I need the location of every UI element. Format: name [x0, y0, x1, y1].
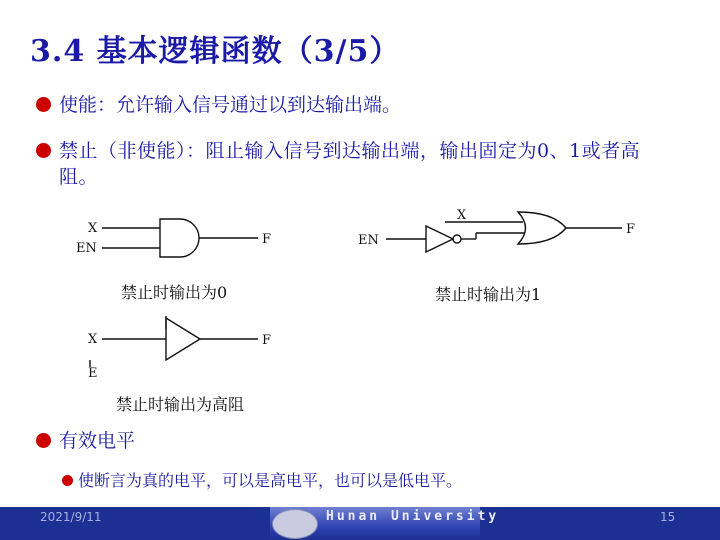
and-input-en-label: EN — [76, 241, 97, 256]
footer-date: 2021/9/11 — [40, 510, 102, 524]
page-number: 15 — [660, 510, 676, 524]
and-gate-diagram — [76, 219, 271, 257]
and-gate-caption: 禁止时输出为0 — [121, 283, 228, 302]
tristate-buffer-diagram — [88, 316, 271, 381]
and-output-label: F — [262, 232, 272, 247]
or-gate-shape — [518, 212, 566, 244]
sub-bullet-effective-level — [62, 470, 462, 492]
tristate-input-x-label: X — [88, 332, 98, 347]
bullet-dot-icon — [36, 433, 51, 448]
tristate-output-label: F — [262, 333, 272, 348]
or-gate-diagram — [358, 208, 635, 252]
bullet-enable-text: 使能：允许输入信号通过以到达输出端。 — [59, 94, 402, 116]
sub-bullet-text: 使断言为真的电平，可以是高电平，也可以是低电平。 — [78, 471, 463, 490]
tristate-input-e-label: E — [88, 366, 98, 381]
or-output-label: F — [626, 222, 636, 237]
tristate-buffer-shape — [166, 318, 200, 360]
or-input-en-label: EN — [358, 233, 379, 248]
bullet-disable-text: 禁止（非使能）：阻止输入信号到达输出端，输出固定为0、1或者高阻。 — [59, 140, 641, 188]
bullet-effective-level-text: 有效电平 — [59, 430, 136, 452]
or-gate-caption: 禁止时输出为1 — [435, 285, 542, 304]
slide-title: 3.4 基本逻辑函数（3/5） — [30, 34, 401, 69]
footer-university: Hunan University — [326, 509, 500, 524]
or-input-x-label: X — [457, 208, 467, 223]
sub-bullet-dot-icon — [62, 475, 73, 486]
inverter-shape — [426, 226, 453, 252]
and-input-x-label: X — [88, 221, 98, 236]
university-logo-icon — [272, 509, 318, 539]
bullet-effective-level — [36, 428, 135, 454]
tristate-caption: 禁止时输出为高阻 — [116, 395, 245, 414]
and-gate-shape — [160, 219, 199, 257]
